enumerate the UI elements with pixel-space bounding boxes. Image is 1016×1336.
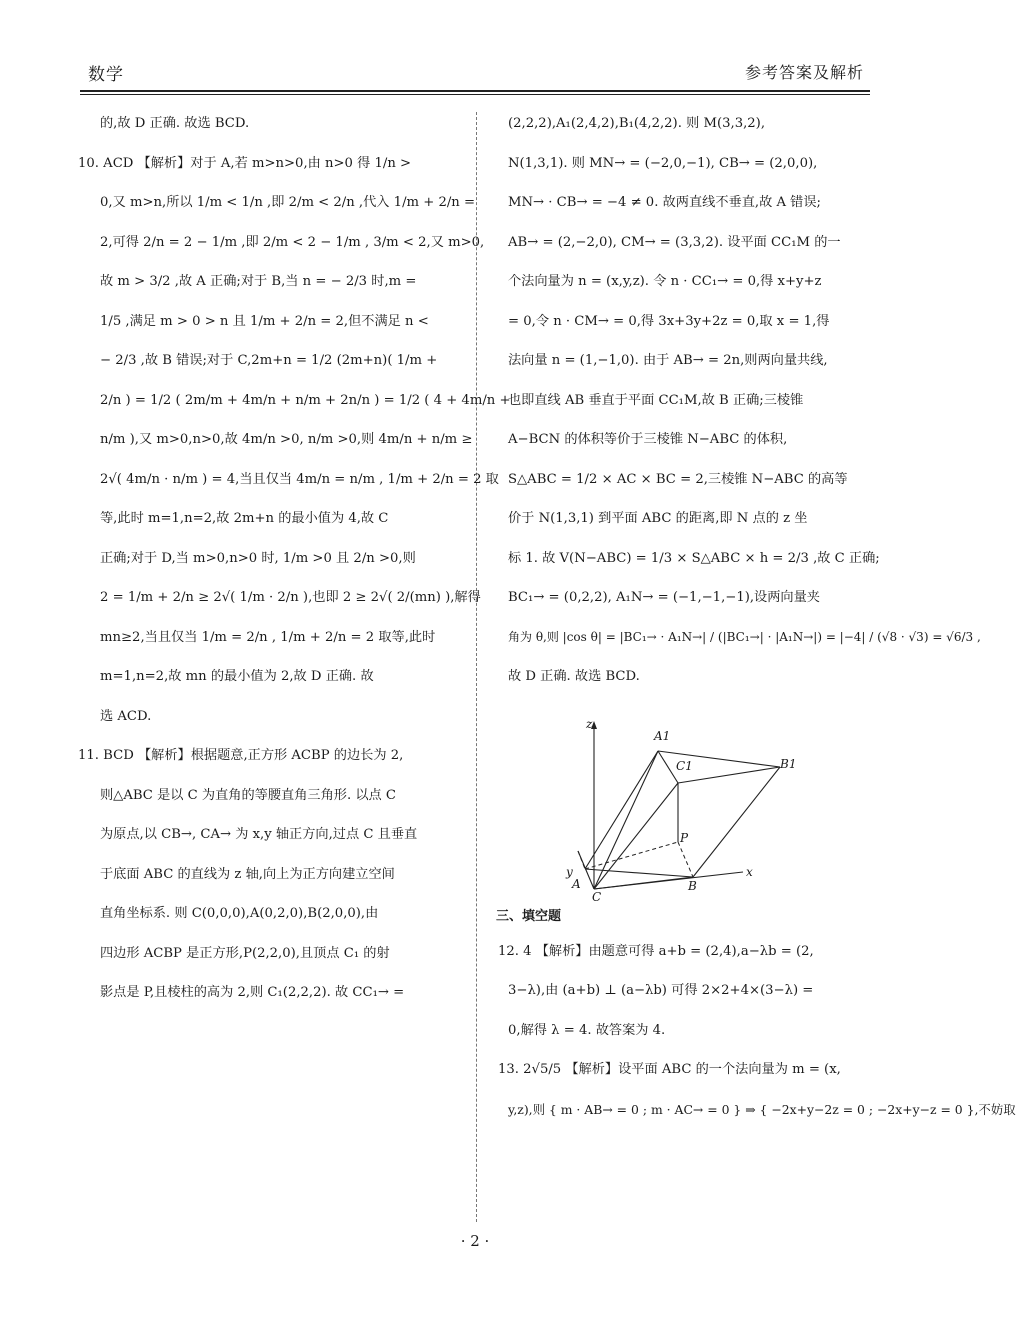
axis-label-y: y [566, 864, 573, 879]
text-line: = 0,令 n · CM→ = 0,得 3x+3y+2z = 0,取 x = 1,得 [508, 313, 830, 329]
text-line: 3−λ),由 (a+b) ⊥ (a−λb) 可得 2×2+4×(3−λ) = [508, 983, 814, 998]
text-line: 2,可得 2/n = 2 − 1/m ,即 2/m < 2 − 1/m , 3/m < 2,又 m>0, [100, 234, 485, 250]
vertex-label-a: A [572, 876, 581, 891]
text-line: 0,又 m>n,所以 1/m < 1/n ,即 2/m < 2/n ,代入 1/m + 2/n = [100, 195, 476, 210]
text-line: y,z),则 { m · AB→ = 0 ; m · AC→ = 0 } ⇒ { −2x+y−2z = 0 ; −2x+y−z = 0 },不妨取 [508, 1101, 1016, 1117]
text-line: 的,故 D 正确. 故选 BCD. [100, 116, 250, 131]
text-line: 2 = 1/m + 2/n ≥ 2√( 1/m · 2/n ),也即 2 ≥ 2√( 2/(mn) ),解得 [100, 590, 481, 605]
text-line: BC₁→ = (0,2,2), A₁N→ = (−1,−1,−1),设两向量夹 [508, 590, 820, 605]
text-line: 法向量 n = (1,−1,0). 由于 AB→ = 2n,则两向量共线, [508, 353, 828, 368]
text-line: 选 ACD. [100, 708, 152, 724]
axis-label-z: z [586, 716, 593, 731]
prism-figure [508, 697, 874, 902]
text-line: 13. 2√5/5 【解析】设平面 ABC 的一个法向量为 m = (x, [498, 1062, 841, 1077]
text-line: 等,此时 m=1,n=2,故 2m+n 的最小值为 4,故 C [100, 511, 389, 526]
text-line: 直角坐标系. 则 C(0,0,0),A(0,2,0),B(2,0,0),由 [100, 906, 379, 921]
text-line: 标 1. 故 V(N−ABC) = 1/3 × S△ABC × h = 2/3 ,故 C 正确; [508, 550, 880, 566]
text-line: 10. ACD 【解析】对于 A,若 m>n>0,由 n>0 得 1/n > [78, 155, 412, 171]
text-line: 0,解得 λ = 4. 故答案为 4. [508, 1022, 666, 1038]
header-rule-thin [80, 94, 870, 95]
text-line: (2,2,2),A₁(2,4,2),B₁(4,2,2). 则 M(3,3,2), [508, 116, 766, 131]
text-line: MN→ · CB→ = −4 ≠ 0. 故两直线不垂直,故 A 错误; [508, 195, 821, 210]
vertex-label-b1: B1 [780, 756, 797, 771]
page-number: · 2 · [460, 1232, 490, 1250]
text-line: 则△ABC 是以 C 为直角的等腰直角三角形. 以点 C [100, 787, 397, 803]
text-line: 1/5 ,满足 m > 0 > n 且 1/m + 2/n = 2,但不满足 n < [100, 313, 429, 329]
text-line: N(1,3,1). 则 MN→ = (−2,0,−1), CB→ = (2,0,0), [508, 155, 818, 171]
section-heading: 三、填空题 [496, 908, 562, 924]
text-line: 故 m > 3/2 ,故 A 正确;对于 B,当 n = − 2/3 时,m = [100, 274, 417, 289]
text-line: 四边形 ACBP 是正方形,P(2,2,0),且顶点 C₁ 的射 [100, 945, 390, 961]
text-line: 2/n ) = 1/2 ( 2m/m + 4m/n + n/m + 2n/n ) = 1/2 ( 4 + 4m/n + [100, 392, 511, 408]
vertex-label-b: B [688, 878, 697, 893]
text-line: 于底面 ABC 的直线为 z 轴,向上为正方向建立空间 [100, 866, 395, 882]
vertex-label-c1: C1 [676, 758, 693, 773]
text-line: 价于 N(1,3,1) 到平面 ABC 的距离,即 N 点的 z 坐 [508, 511, 808, 526]
text-line: 角为 θ,则 |cos θ| = |BC₁→ · A₁N→| / (|BC₁→| · |A₁N→|) = |−4| / (√8 · √3) = √6/3 , [508, 629, 981, 644]
text-line: 故 D 正确. 故选 BCD. [508, 669, 640, 684]
text-line: 12. 4 【解析】由题意可得 a+b = (2,4),a−λb = (2, [498, 943, 814, 959]
prism-diagram [558, 697, 788, 897]
left-column [78, 104, 511, 1013]
axis-label-x: x [746, 864, 753, 879]
vertex-label-p: P [680, 830, 689, 845]
text-line: A−BCN 的体积等价于三棱锥 N−ABC 的体积, [508, 432, 788, 447]
text-line: 11. BCD 【解析】根据题意,正方形 ACBP 的边长为 2, [78, 748, 404, 763]
right-column [496, 104, 1016, 1129]
header-subject: 数学 [88, 65, 124, 85]
text-line: 为原点,以 CB→, CA→ 为 x,y 轴正方向,过点 C 且垂直 [100, 827, 418, 842]
vertex-label-a1: A1 [654, 728, 671, 743]
vertex-label-c: C [592, 889, 602, 904]
text-line: − 2/3 ,故 B 错误;对于 C,2m+n = 1/2 (2m+n)( 1/m + [100, 353, 438, 368]
text-line: m=1,n=2,故 mn 的最小值为 2,故 D 正确. 故 [100, 669, 374, 684]
text-line: 2√( 4m/n · n/m ) = 4,当且仅当 4m/n = n/m , 1/m + 2/n = 2 取 [100, 471, 499, 487]
text-line: S△ABC = 1/2 × AC × BC = 2,三棱锥 N−ABC 的高等 [508, 471, 848, 487]
text-line: 也即直线 AB 垂直于平面 CC₁M,故 B 正确;三棱锥 [508, 392, 804, 408]
text-line: AB→ = (2,−2,0), CM→ = (3,3,2). 设平面 CC₁M 的一 [508, 234, 841, 250]
text-line: mn≥2,当且仅当 1/m = 2/n , 1/m + 2/n = 2 取等,此时 [100, 629, 436, 645]
text-line: 影点是 P,且棱柱的高为 2,则 C₁(2,2,2). 故 CC₁→ = [100, 985, 405, 1000]
column-divider [476, 112, 477, 1222]
text-line: 正确;对于 D,当 m>0,n>0 时, 1/m >0 且 2/n >0,则 [100, 550, 416, 566]
text-line: n/m ),又 m>0,n>0,故 4m/n >0, n/m >0,则 4m/n + n/m ≥ [100, 432, 473, 447]
header-rule [80, 90, 870, 92]
text-line: 个法向量为 n = (x,y,z). 令 n · CC₁→ = 0,得 x+y+z [508, 274, 822, 289]
header-section: 参考答案及解析 [744, 63, 864, 82]
